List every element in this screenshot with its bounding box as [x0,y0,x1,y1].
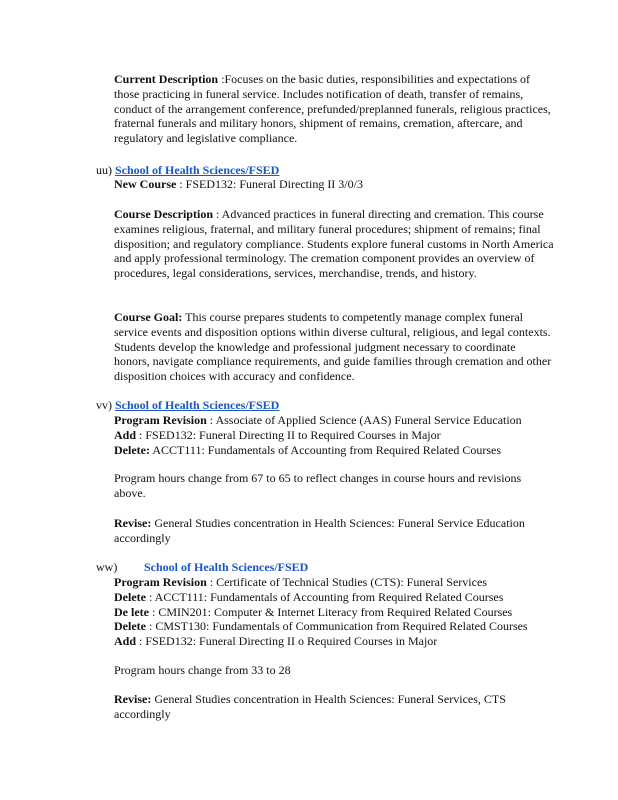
course-goal-text: This course prepares students to competently manage complex funeral service events and disposition options within diverse cultural, religious, and legal contexts. Students develop the knowledge and professional judgment necessary to coordinate honors, navigate compliance requirements, and guide families through cremation and other disposition choices with accuracy and confidence. [114,310,552,384]
delete-line: Delete: ACCT111: Fundamentals of Accounting from Required Related Courses [114,442,502,457]
school-link-ww[interactable]: School of Health Sciences/FSED [144,560,309,574]
item-marker-vv: vv) School of Health Sciences/FSED [96,398,280,412]
ww-revise [114,692,554,722]
program-revision-line: Program Revision : Certificate of Technical Studies (CTS): Funeral Services [114,575,487,589]
new-course-text: : FSED132: Funeral Directing II 3/0/3 [179,177,363,191]
vv-revise [114,516,554,546]
vv-hours-change: Program hours change from 67 to 65 to reflect changes in course hours and revisions above. [114,471,522,500]
new-course-line [114,177,554,192]
ww-revise-label: Revise: [114,692,152,706]
add-line: Add : FSED132: Funeral Directing II o Required Courses in Major [114,634,438,649]
item-marker-ww: ww) [96,560,118,574]
vv-revise-text: General Studies concentration in Health Sciences: Funeral Service Education accordingly [114,516,525,545]
current-description-text: :Focuses on the basic duties, responsibilities and expectations of those practicing in funeral service. Includes notification of death, transfer of remains, conduct of the arrangement conference, prefunded/preplanned funerals, religious practices, fraternal funerals and military honors, shipment of remains, cremation, aftercare, and regulatory and legislative compliance. [114,72,551,146]
delete-line: Delete : ACCT111: Fundamentals of Accounting from Required Related Courses [114,589,504,604]
course-goal-label: Course Goal: [114,310,183,324]
item-marker-uu: uu) School of Health Sciences/FSED [96,163,280,177]
current-description-label: Current Description [114,72,219,86]
vv-changes [114,413,554,457]
ww-changes [114,575,554,649]
vv-revise-label: Revise: [114,516,152,530]
delete-line: De lete : CMIN201: Computer & Internet Literacy from Required Related Courses [114,604,513,619]
course-description-label: Course Description [114,207,213,221]
course-description [114,207,554,281]
delete-line: Delete : CMST130: Fundamentals of Communication from Required Related Courses [114,619,528,634]
course-goal [114,310,554,384]
current-description [114,72,554,146]
ww-revise-text: General Studies concentration in Health Sciences: Funeral Services, CTS accordingly [114,692,506,721]
ww-hours-change: Program hours change from 33 to 28 [114,663,291,677]
add-line: Add : FSED132: Funeral Directing II to Required Courses in Major [114,427,441,442]
school-link-vv[interactable]: School of Health Sciences/FSED [115,398,280,412]
school-link-uu[interactable]: School of Health Sciences/FSED [115,163,280,177]
program-revision-line: Program Revision : Associate of Applied Science (AAS) Funeral Service Education [114,413,522,427]
new-course-label: New Course [114,177,177,191]
course-description-text: : Advanced practices in funeral directing and cremation. This course examines religious, fraternal, and military funeral procedures; shipment of remains; final disposition; and regulatory compliance. Students explore funeral customs in North America and apply professional terminology. The cremation component provides an overview of procedures, legal considerations, services, merchandise, trends, and history. [114,207,554,281]
